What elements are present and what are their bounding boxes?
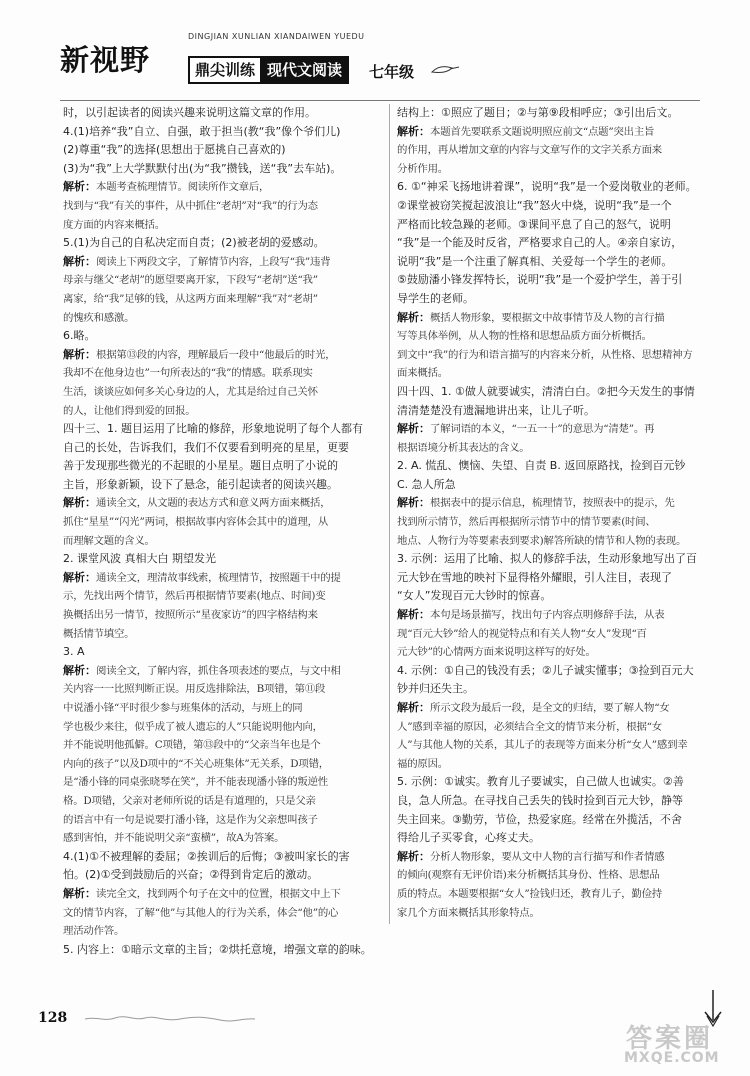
page-number: 128 [38, 1010, 68, 1026]
explanation-line: 母亲与继父“老胡”的愿望要离开家，下段写“老胡”送“我” [63, 274, 318, 287]
answer-column-left [63, 104, 380, 959]
explanation-line: 文的情节内容，了解“他”与其他人的行为关系，体会“他”的心 [63, 906, 339, 919]
answer-line: 结构上：①照应了题目；②与第⑨段相呼应；③引出后文。 [397, 106, 679, 119]
answer-line: 善于发现那些微光的不起眼的小星星。题目点明了小说的 [63, 459, 338, 473]
explanation-label: 解析： [63, 886, 96, 900]
answer-line: 严格而比较急躁的老师。③课间平息了自己的怒气，说明 [397, 217, 671, 231]
explanation-line: 的愧疚和感激。 [63, 311, 135, 324]
explanation-line: 解析：了解词语的本义，“一五一十”的意思为“清楚”。再 [397, 422, 655, 436]
answer-line: 2. 课堂风波 真相大白 期望发光 [63, 552, 216, 566]
explanation-line: 解析：本题首先要联系文题说明照应前文“点题”突出主旨 [397, 124, 655, 138]
answer-line: 4.(1)培养“我”自立、自强，敢于担当(教“我”像个爷们儿) [63, 124, 341, 138]
series-brand-title: 新视野 [60, 43, 151, 77]
explanation-line: 找到与“我”有关的事件，从中抓住“老胡”对“我”的行为态 [63, 199, 318, 212]
explanation-line: 福的原因。 [397, 757, 448, 770]
series-tag-reading: 现代文阅读 [260, 56, 349, 84]
explanation-line: 并不能说明他孤僻。C项错，第⑬段中的“父亲当年也是个 [63, 739, 321, 752]
explanation-line: 面来概括。 [397, 367, 448, 380]
explanation-label: 解析： [397, 124, 430, 138]
explanation-line: 地点、人物行为等要素表到要求)解答所缺的情节和人物的表现。 [397, 534, 687, 547]
watermark-url: MXQE.COM [624, 1050, 720, 1066]
explanation-line: 解析：概括人物形象，要根据文中故事情节及人物的言行描 [397, 310, 665, 324]
answer-line: 失主回来。③勤劳，节俭，热爱家庭。经常在外揽活，不舍 [397, 812, 682, 826]
watermark [620, 1018, 730, 1068]
explanation-line: 的语言中有一句是说要打潘小锋，这是作为父亲想叫孩子 [63, 813, 318, 826]
explanation-line: 分析作用。 [397, 162, 448, 175]
answer-line: ②课堂被窃笑搅起波浪让“我”怒火中烧，说明“我”是一个 [397, 198, 672, 212]
explanation-line: 解析：读完全文，找到两个句子在文中的位置，根据文中上下 [63, 886, 341, 900]
explanation-line: 理活动作答。 [63, 925, 125, 938]
answer-line: 四十四、1. ①做人就要诚实，清清白白。②把今天发生的事情 [397, 384, 695, 398]
explanation-line: 元大钞”的心情两方面来说明这样写的好处。 [397, 646, 596, 659]
explanation-line: 写等具体举例，从人物的性格和思想品质方面分析概括。 [397, 330, 652, 343]
explanation-line: 质的特点。本题要根据“女人”捡钱归还，教育儿子，勤俭持 [397, 887, 662, 900]
explanation-line: 学也极少来往，似乎成了被人遗忘的人”只能说明他内向， [63, 720, 323, 733]
answer-line: 钞并归还失主。 [397, 682, 474, 696]
explanation-label: 解析： [397, 849, 430, 863]
answer-line: 自己的长处，告诉我们，我们不仅要看到明亮的星星，更要 [63, 440, 349, 454]
explanation-line: 内向的孩子”以及D项中的“不关心班集体”无关系，D项错， [63, 757, 329, 770]
explanation-line: 概括情节填空。 [63, 627, 135, 640]
explanation-line: 的人，让他们得到爱的回报。 [63, 404, 196, 417]
explanation-label: 解析： [63, 570, 96, 584]
explanation-line: 解析：阅读全文，了解内容，抓住各项表述的要点，与文中相 [63, 663, 341, 677]
grade-label: 七年级 [369, 63, 415, 81]
footer-scribble [85, 1014, 255, 1024]
answer-line: 得给儿子买零食，心疼丈夫。 [397, 831, 540, 845]
explanation-line: 解析：本句是场景描写，找出句子内容点明修辞手法，从表 [397, 608, 665, 622]
answer-line: 说明“我”是一个注重了解真相、关爱每一个学生的老师。 [397, 254, 673, 268]
explanation-line: 解析：根据第⑬段的内容，理解最后一段中“他最后的时光， [63, 347, 336, 361]
answer-line: 主旨，形象新颖，设下了悬念，能引起读者的阅读兴趣。 [63, 477, 338, 491]
answer-line: 良，急人所急。在寻找自己丢失的钱时捡到百元大钞，静等 [397, 793, 683, 807]
explanation-label: 解析： [397, 608, 430, 622]
explanation-line: 解析：阅读上下两段文字，了解情节内容，上段写“我”违背 [63, 254, 331, 268]
answer-line: ⑤鼓励潘小锋发挥特长，说明“我”是一个爱护学生，善于引 [397, 273, 683, 287]
answer-line: 4. 示例：①自己的钱没有丢；②儿子诚实懂事；③捡到百元大 [397, 663, 694, 677]
answer-line: 导学生的老师。 [397, 291, 474, 305]
explanation-line: 解析：通读全文，从文题的表达方式和意义两方面来概括， [63, 496, 331, 510]
watermark-logo-text: 答案圈 [626, 1024, 714, 1054]
answer-line: 时，以引起读者的阅读兴趣来说明这篇文章的作用。 [63, 106, 316, 119]
answer-line: “女人”发现百元大钞时的惊喜。 [397, 589, 552, 603]
explanation-line: 关内容一一比照判断正误。用反选排除法，B项错，第⑪段 [63, 683, 326, 696]
explanation-label: 解析： [397, 310, 430, 324]
explanation-line: 解析：根据表中的提示信息，梳理情节，按照表中的提示，先 [397, 496, 675, 510]
explanation-line: 解析：本题考查梳理情节。阅读所作文章后， [63, 180, 270, 194]
explanation-label: 解析： [397, 701, 430, 714]
explanation-line: 找到所示情节，然后再根据所示情节中的情节要素(时间、 [397, 516, 656, 529]
answer-line: 5.(1)为自己的自私决定而自责；(2)被老胡的爱感动。 [63, 236, 325, 250]
header-rule [60, 100, 700, 101]
explanation-line: 解析：分析人物形象，要从文中人物的言行描写和作者情感 [397, 849, 665, 863]
explanation-label: 解析： [63, 496, 96, 510]
answer-line: (2)尊重“我”的选择(思想出于愿挑自己喜欢的) [63, 143, 286, 157]
answer-line: 清清楚楚没有遗漏地讲出来，让儿子听。 [397, 403, 595, 417]
explanation-line: 而理解文题的含义。 [63, 534, 155, 547]
explanation-line: 离家，给“我”足够的钱，从这两方面来理解“我”对“老胡” [63, 292, 318, 305]
answer-line: 3. 示例：运用了比喻、拟人的修辞手法，生动形象地写出了百 [397, 552, 697, 566]
explanation-line: 根据语境分析其表达的含义。 [397, 441, 530, 454]
explanation-line: 人”感到幸福的原因，必须结合全文的情节来分析，根据“女 [397, 720, 662, 733]
series-pinyin: DINGJIAN XUNLIAN XIANDAIWEN YUEDU [188, 32, 365, 41]
answer-line: 3. A [63, 645, 85, 659]
answer-line: 元大钞在雪地的映衬下显得格外耀眼，引人注目，表现了 [397, 570, 672, 584]
page-header [60, 30, 700, 102]
explanation-line: 我却不在他身边也”一句所表达的“我”的情感。联系现实 [63, 367, 313, 380]
series-tag-training: 鼎尖训练 [188, 56, 262, 84]
explanation-line: 的作用，再从增加文章的内容与文章写作的文字关系方面来 [397, 144, 662, 157]
explanation-line: 换概括出另一情节，按照所示“星夜家访”的四字格结构来 [63, 609, 318, 622]
explanation-line: 中说潘小锋“平时很少参与班集体的活动，与班上的同 [63, 702, 303, 714]
explanation-line: 是“潘小锋的同桌张晓琴在笑”，并不能表现潘小锋的叛逆性 [63, 776, 328, 789]
explanation-line: 家几个方面来概括其形象特点。 [397, 906, 540, 919]
explanation-line: 感到害怕，并不能说明父亲“蛮横”，故A为答案。 [63, 832, 285, 845]
explanation-line: 抓住“星星”“闪光”两词，根据故事内容体会其中的道理，从 [63, 516, 329, 529]
answer-line: “我”是一个能及时反省，严格要求自己的人。④亲自家访， [397, 236, 683, 250]
answer-line: 5. 内容上：①暗示文章的主旨；②烘托意境，增强文章的韵味。 [63, 942, 372, 956]
explanation-line: 生活，谈谈应如何多关心身边的人，尤其是给过自己关怀 [63, 385, 318, 398]
explanation-label: 解析： [397, 422, 430, 436]
answer-column-right [397, 104, 707, 922]
explanation-line: 格。D项错，父亲对老师所说的话是有道理的，只是父亲 [63, 794, 316, 807]
leaf-ornament-icon [430, 64, 460, 76]
explanation-line: 解析：所示文段为最后一段，是全文的归结，要了解人物“女 [397, 701, 670, 714]
answer-line: 怕。(2)①受到鼓励后的兴奋；②得到肯定后的激动。 [63, 868, 319, 882]
explanation-label: 解析： [63, 180, 96, 194]
answer-line: 6.略。 [63, 329, 96, 343]
answer-line: (3)为“我”上大学默默付出(为“我”攒钱，送“我”去车站)。 [63, 161, 342, 175]
explanation-label: 解析： [63, 347, 96, 361]
explanation-label: 解析： [63, 254, 96, 268]
explanation-line: 示，先找出两个情节，然后再根据情节要素(地点、时间)变 [63, 590, 326, 603]
answer-line: 四十三、1. 题目运用了比喻的修辞，形象地说明了每个人都有 [63, 422, 363, 436]
answer-line: 5. 示例：①诚实。教育儿子要诚实，自己做人也诚实。②善 [397, 775, 684, 789]
explanation-line: 现“百元大钞”给人的视觉特点和有关人物“女人”发现“百 [397, 627, 647, 640]
explanation-line: 的倾向(观察有无评价语)来分析概括其身份、性格、思想品 [397, 869, 660, 882]
explanation-label: 解析： [397, 496, 430, 510]
answer-line: C. 急人所急 [397, 477, 456, 491]
explanation-line: 到文中“我”的行为和语言描写的内容来分析，从性格、思想精神方 [397, 348, 693, 361]
explanation-label: 解析： [63, 663, 96, 677]
explanation-line: 度方面的内容来概括。 [63, 218, 165, 231]
answer-line: 2. A. 慌乱、懊恼、失望、自责 B. 返回原路找，捡到百元钞 [397, 459, 686, 473]
answer-line: 4.(1)①不被理解的委屈；②挨训后的后悔；③被叫家长的害 [63, 849, 350, 863]
column-divider [389, 104, 390, 924]
explanation-line: 人”与其他人物的关系，其儿子的表现等方面来分析“女人”感到幸 [397, 739, 688, 752]
answer-line: 6. ①“神采飞扬地讲着课”，说明“我”是一个爱岗敬业的老师。 [397, 180, 697, 194]
explanation-line: 解析：通读全文，理清故事线索，梳理情节，按照题干中的提 [63, 570, 341, 584]
